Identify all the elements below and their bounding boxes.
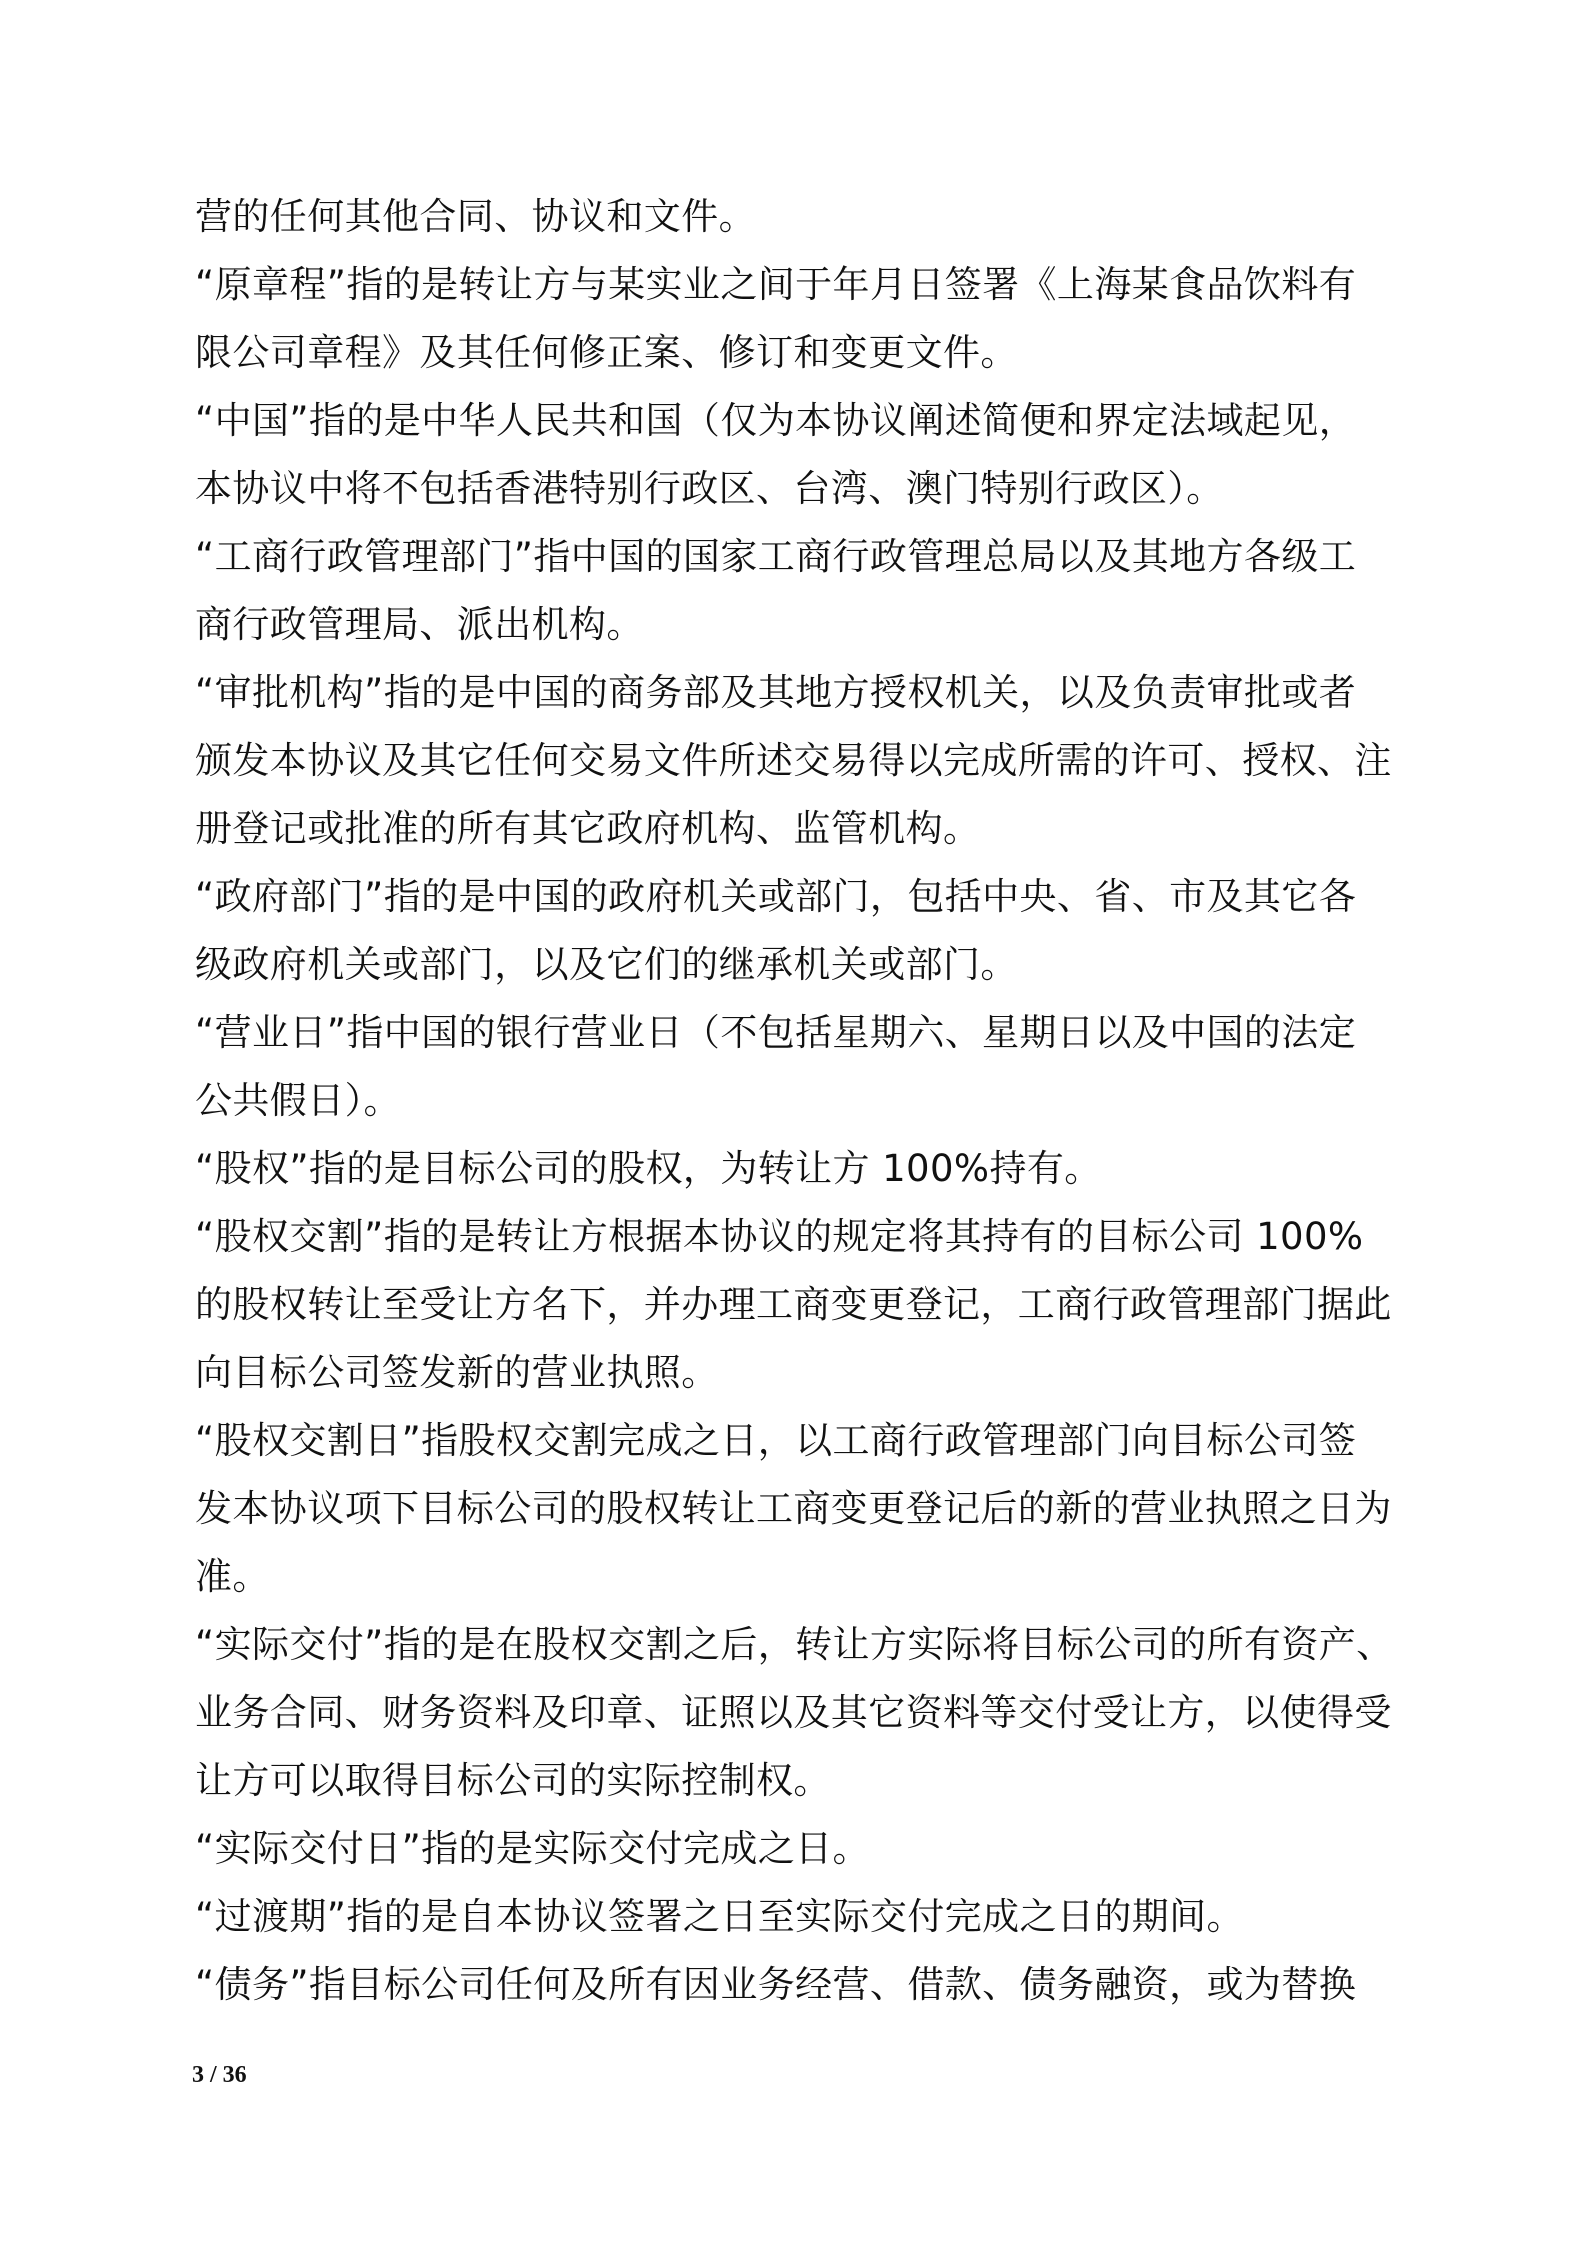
page-number: 3 / 36	[192, 2062, 247, 2088]
document-body	[195, 183, 1415, 2019]
text-line: 准。	[195, 1555, 270, 1598]
text-line: “审批机构”指的是中国的商务部及其地方授权机关，以及负责审批或者	[195, 671, 1357, 714]
text-line: “股权交割”指的是转让方根据本协议的规定将其持有的目标公司 100%	[195, 1215, 1364, 1258]
text-line: 让方可以取得目标公司的实际控制权。	[195, 1759, 831, 1802]
text-line: “原章程”指的是转让方与某实业之间于年月日签署《上海某食品饮料有	[195, 263, 1357, 306]
text-line: 的股权转让至受让方名下，并办理工商变更登记，工商行政管理部门据此	[195, 1283, 1392, 1326]
text-line: 商行政管理局、派出机构。	[195, 603, 644, 646]
text-line: 限公司章程》及其任何修正案、修订和变更文件。	[195, 331, 1018, 374]
text-line: 向目标公司签发新的营业执照。	[195, 1351, 719, 1394]
text-line: 发本协议项下目标公司的股权转让工商变更登记后的新的营业执照之日为	[195, 1487, 1392, 1530]
text-line: 本协议中将不包括香港特别行政区、台湾、澳门特别行政区）。	[195, 467, 1224, 510]
text-line: “过渡期”指的是自本协议签署之日至实际交付完成之日的期间。	[195, 1895, 1244, 1938]
text-line: 颁发本协议及其它任何交易文件所述交易得以完成所需的许可、授权、注	[195, 739, 1392, 782]
text-line: 营的任何其他合同、协议和文件。	[195, 195, 756, 238]
text-line: 公共假日）。	[195, 1079, 401, 1122]
text-line: “营业日”指中国的银行营业日（不包括星期六、星期日以及中国的法定	[195, 1011, 1357, 1054]
text-line: 级政府机关或部门，以及它们的继承机关或部门。	[195, 943, 1018, 986]
text-line: “实际交付日”指的是实际交付完成之日。	[195, 1827, 870, 1870]
text-line: 业务合同、财务资料及印章、证照以及其它资料等交付受让方，以使得受	[195, 1691, 1392, 1734]
text-line: “工商行政管理部门”指中国的国家工商行政管理总局以及其地方各级工	[195, 535, 1357, 578]
text-line: “政府部门”指的是中国的政府机关或部门，包括中央、省、市及其它各	[195, 875, 1357, 918]
text-line: 册登记或批准的所有其它政府机构、监管机构。	[195, 807, 981, 850]
text-line: “中国”指的是中华人民共和国（仅为本协议阐述简便和界定法域起见，	[195, 399, 1357, 442]
text-line: “股权交割日”指股权交割完成之日，以工商行政管理部门向目标公司签	[195, 1419, 1357, 1462]
text-line: “债务”指目标公司任何及所有因业务经营、借款、债务融资，或为替换	[195, 1963, 1357, 2006]
text-line: “实际交付”指的是在股权交割之后，转让方实际将目标公司的所有资产、	[195, 1623, 1394, 1666]
text-line: “股权”指的是目标公司的股权，为转让方 100%持有。	[195, 1147, 1102, 1190]
